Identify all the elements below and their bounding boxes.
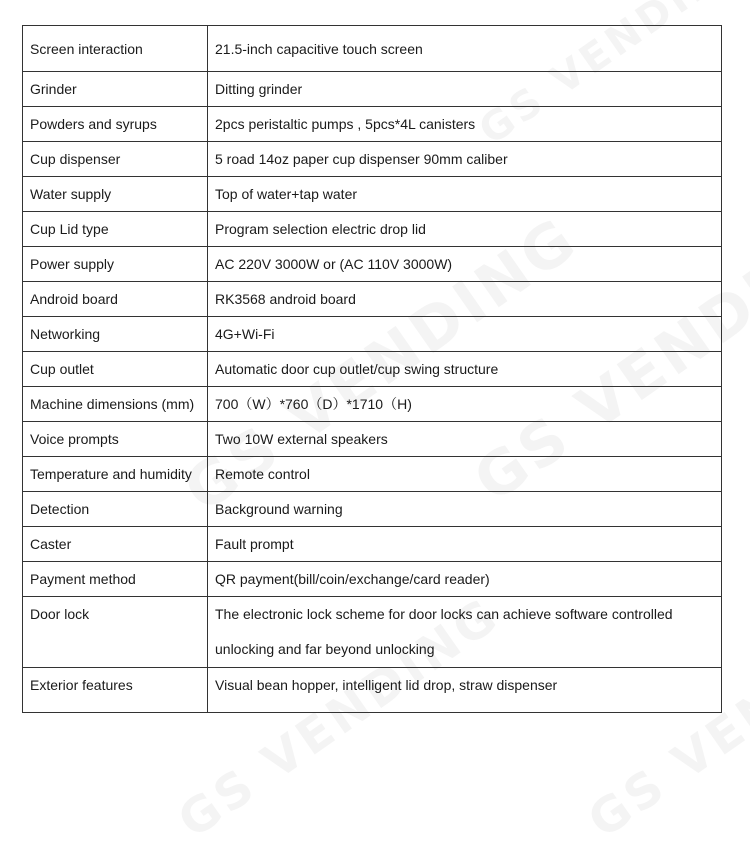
spec-value: Background warning [208,492,722,527]
spec-key: Exterior features [23,668,208,713]
spec-key: Screen interaction [23,26,208,72]
table-row [23,597,722,668]
spec-value: Remote control [208,457,722,492]
spec-value: Program selection electric drop lid [208,212,722,247]
spec-key: Powders and syrups [23,107,208,142]
spec-value: Ditting grinder [208,72,722,107]
spec-key: Power supply [23,247,208,282]
spec-key: Networking [23,317,208,352]
spec-value: 21.5-inch capacitive touch screen [208,26,722,72]
table-row [23,352,722,387]
spec-value: Automatic door cup outlet/cup swing structure [208,352,722,387]
spec-value: Fault prompt [208,527,722,562]
table-row [23,26,722,72]
table-row [23,107,722,142]
spec-value: 4G+Wi-Fi [208,317,722,352]
spec-value: 700（W）*760（D）*1710（H) [208,387,722,422]
spec-key: Android board [23,282,208,317]
spec-key: Payment method [23,562,208,597]
table-row [23,422,722,457]
spec-value: 5 road 14oz paper cup dispenser 90mm caliber [208,142,722,177]
spec-key: Temperature and humidity [23,457,208,492]
spec-key: Detection [23,492,208,527]
table-row [23,527,722,562]
spec-key: Machine dimensions (mm) [23,387,208,422]
spec-table [22,25,722,713]
table-row [23,492,722,527]
spec-key: Water supply [23,177,208,212]
spec-key: Door lock [23,597,208,668]
spec-value: RK3568 android board [208,282,722,317]
table-row [23,282,722,317]
table-row [23,212,722,247]
spec-key: Caster [23,527,208,562]
spec-key: Cup Lid type [23,212,208,247]
spec-value: The electronic lock scheme for door locks can achieve software controlled unlocking and far beyond unlocking [208,597,722,668]
spec-value: AC 220V 3000W or (AC 110V 3000W) [208,247,722,282]
table-row [23,317,722,352]
table-row [23,457,722,492]
spec-key: Voice prompts [23,422,208,457]
spec-key: Grinder [23,72,208,107]
spec-value: QR payment(bill/coin/exchange/card reader) [208,562,722,597]
spec-value: Visual bean hopper, intelligent lid drop, straw dispenser [208,668,722,713]
table-row [23,668,722,713]
spec-value: Two 10W external speakers [208,422,722,457]
spec-value: 2pcs peristaltic pumps , 5pcs*4L canisters [208,107,722,142]
spec-key: Cup dispenser [23,142,208,177]
table-row [23,142,722,177]
table-row [23,247,722,282]
table-row [23,177,722,212]
table-row [23,562,722,597]
table-row [23,72,722,107]
spec-key: Cup outlet [23,352,208,387]
table-row [23,387,722,422]
spec-value: Top of water+tap water [208,177,722,212]
